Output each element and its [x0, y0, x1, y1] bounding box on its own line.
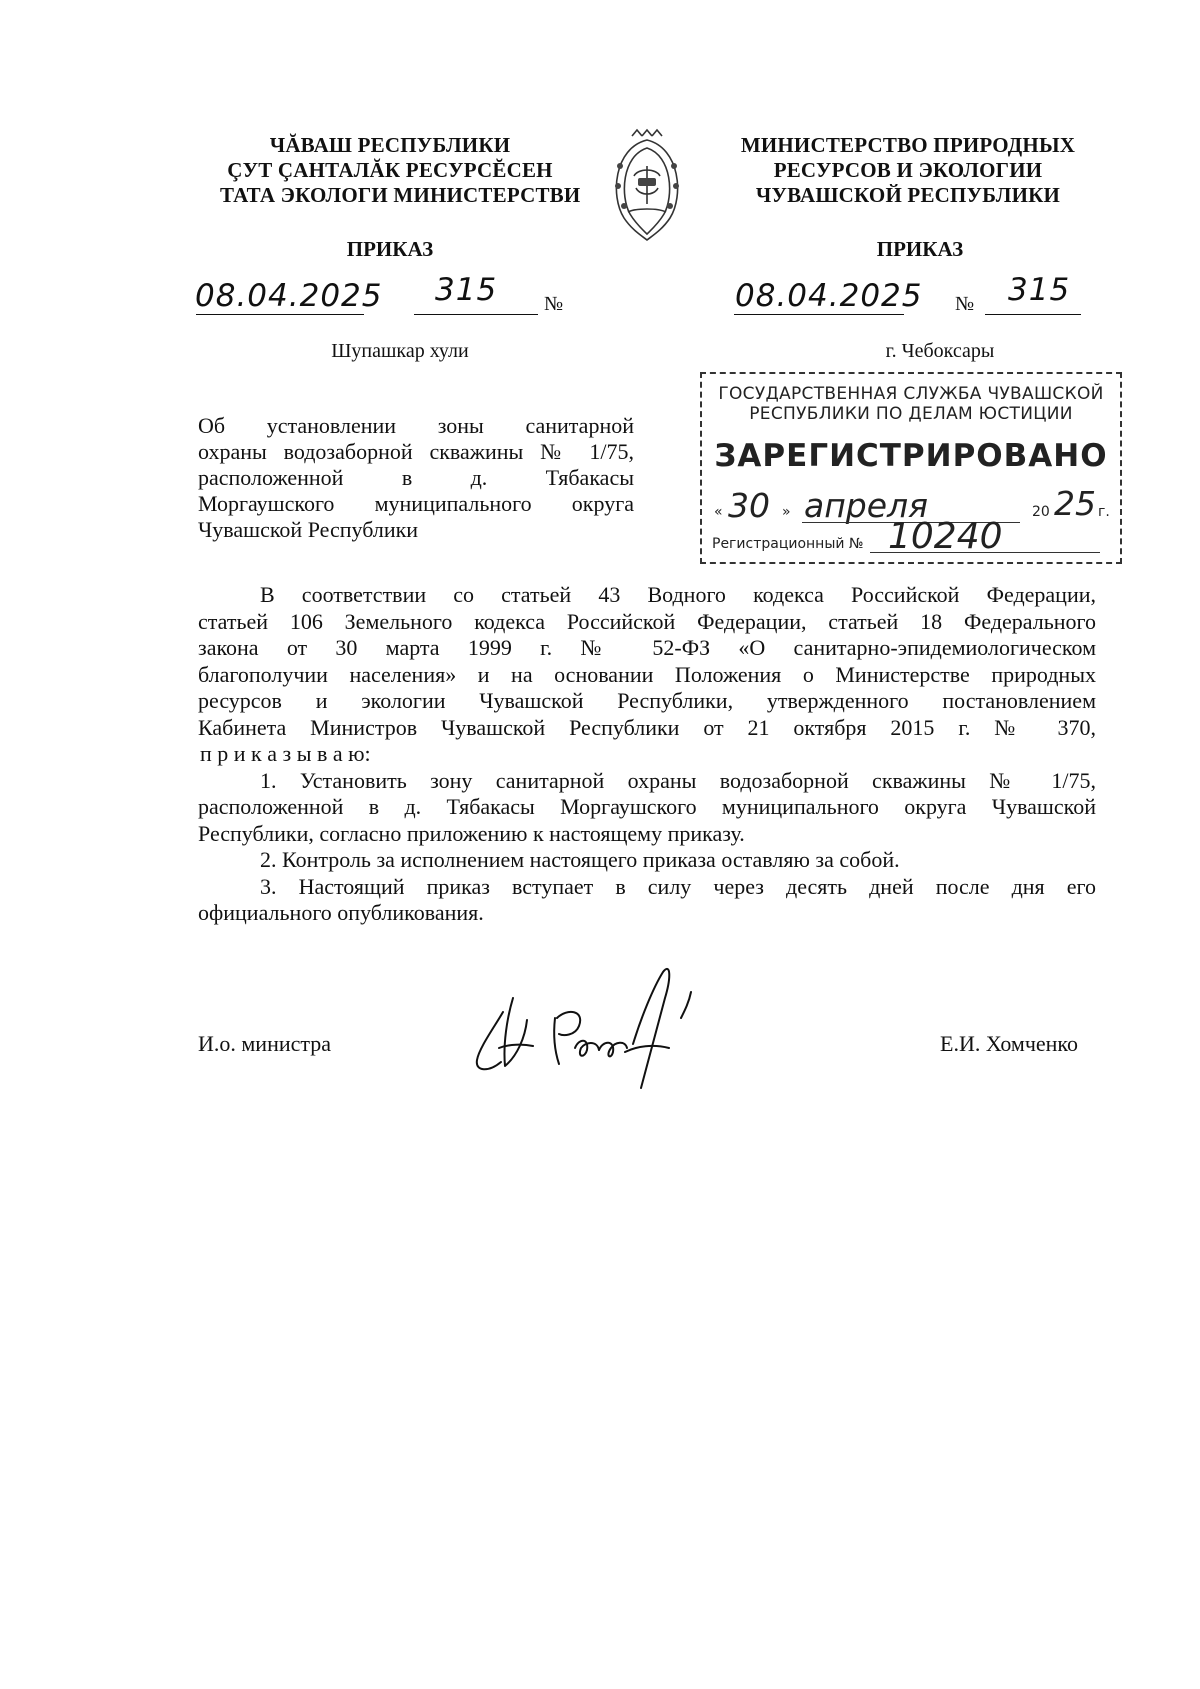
left-number-sign: № — [544, 293, 564, 315]
header-left-line-3: ТАТА ЭКОЛОГИ МИНИСТЕРСТВИ — [220, 183, 581, 207]
body-line-4: благополучии населения» и на основании Положения о Министерстве природных — [198, 661, 1096, 687]
order-title-left: ПРИКАЗ — [346, 237, 434, 261]
stamp-reg-number: 10240 — [888, 516, 1003, 557]
stamp-quote-close: » — [782, 504, 791, 520]
subject-line-5: Чувашской Республики — [198, 517, 419, 542]
left-date: 08.04.2025 — [195, 278, 383, 314]
body-line-3: закона от 30 марта 1999 г. № 52-ФЗ «О санитарно-эпидемиологическом — [198, 635, 1096, 660]
stamp-line-1: ГОСУДАРСТВЕННАЯ СЛУЖБА ЧУВАШСКОЙ — [718, 384, 1104, 404]
stamp-year-unit: г. — [1098, 504, 1110, 520]
stamp-year-prefix: 20 — [1032, 504, 1050, 520]
body-line-10: Республики, согласно приложению к настоящему приказу. — [198, 820, 745, 846]
header-left-line-1: ЧĂВАШ РЕСПУБЛИКИ — [269, 133, 511, 157]
stamp-day: 30 — [728, 486, 770, 525]
header-left-line-2: ÇУТ ÇАНТАЛĂК РЕСУРСĔСЕН — [227, 158, 553, 182]
body-line-5: ресурсов и экологии Чувашской Республики, утвержденного постановлением — [198, 688, 1096, 713]
right-number: 315 — [1008, 272, 1071, 308]
body-line-11: 2. Контроль за исполнением настоящего приказа оставляю за собой. — [260, 847, 900, 872]
handwritten-signature — [465, 948, 715, 1098]
right-date-line — [734, 314, 904, 315]
stamp-reg-label: Регистрационный № — [712, 536, 864, 552]
body-line-12: 3. Настоящий приказ вступает в силу через десять дней после дня его — [260, 873, 1096, 899]
left-number-line — [414, 314, 538, 315]
subject-line-1: Об установлении зоны санитарной — [198, 413, 634, 438]
body-line-2: статьей 106 Земельного кодекса Российской Федерации, статьей 18 Федерального — [198, 608, 1096, 634]
header-right-line-1: МИНИСТЕРСТВО ПРИРОДНЫХ — [740, 133, 1076, 157]
place-left: Шупашкар хули — [331, 340, 469, 362]
body-line-6: Кабинета Министров Чувашской Республики от 21 октября 2015 г. № 370, — [198, 714, 1096, 740]
body-line-7: п р и к а з ы в а ю: — [200, 741, 371, 766]
body-line-9: расположенной в д. Тябакасы Моргаушского муниципального округа Чувашской — [198, 794, 1096, 819]
header-left — [220, 133, 581, 208]
subject-line-2: охраны водозаборной скважины № 1/75, — [198, 439, 634, 464]
stamp-quote-open: « — [714, 504, 723, 520]
stamp-reg-row — [712, 516, 1110, 560]
stamp-month: апреля — [804, 486, 928, 525]
stamp-title: ЗАРЕГИСТРИРОВАНО — [714, 438, 1108, 474]
subject-line-4: Моргаушского муниципального округа — [198, 491, 634, 516]
order-body — [198, 582, 1096, 927]
right-date: 08.04.2025 — [735, 278, 923, 314]
header-right-line-2: РЕСУРСОВ И ЭКОЛОГИИ — [773, 158, 1043, 182]
header-right — [738, 133, 1078, 208]
order-title-right: ПРИКАЗ — [876, 237, 964, 261]
subject-line-3: расположенной в д. Тябакасы — [198, 465, 634, 490]
stamp-line-2: РЕСПУБЛИКИ ПО ДЕЛАМ ЮСТИЦИИ — [749, 404, 1073, 424]
registration-stamp — [700, 372, 1122, 564]
signatory-title: И.о. министра — [198, 1031, 332, 1056]
body-line-13: официального опубликования. — [198, 900, 484, 925]
place-right: г. Чебоксары — [885, 340, 995, 362]
left-number: 315 — [435, 272, 498, 308]
body-line-1: В соответствии со статьей 43 Водного кодекса Российской Федерации, — [260, 582, 1096, 607]
signatory-name: Е.И. Хомченко — [940, 1031, 1079, 1056]
order-subject — [198, 413, 634, 543]
right-number-line — [985, 314, 1081, 315]
right-number-sign: № — [955, 293, 975, 315]
header-right-line-3: ЧУВАШСКОЙ РЕСПУБЛИКИ — [755, 183, 1061, 207]
stamp-year-suffix: 25 — [1054, 484, 1096, 523]
chuvash-emblem-icon — [604, 126, 690, 244]
left-date-line — [196, 314, 364, 315]
body-line-8: 1. Установить зону санитарной охраны водозаборной скважины № 1/75, — [260, 767, 1096, 793]
